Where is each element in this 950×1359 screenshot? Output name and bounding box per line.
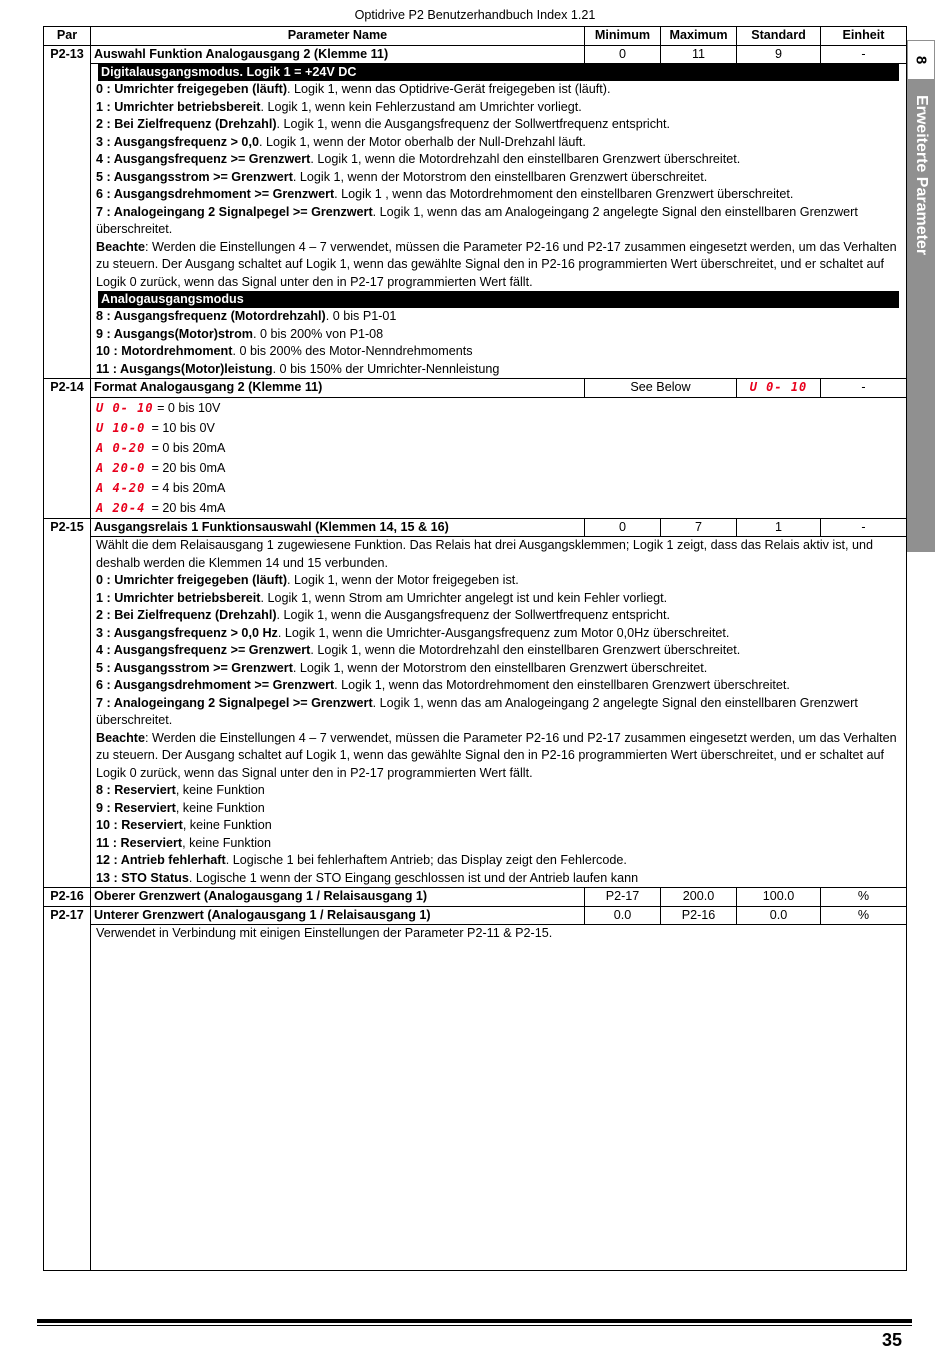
option-label: 8 : Reserviert bbox=[96, 783, 176, 797]
option-text: . Logik 1, wenn Strom am Umrichter angelegt ist und kein Fehler vorliegt. bbox=[260, 590, 668, 605]
table-row bbox=[44, 64, 907, 379]
param-std: 9 bbox=[737, 45, 821, 64]
col-name: Parameter Name bbox=[91, 27, 585, 46]
param-min: P2-17 bbox=[585, 888, 661, 907]
option-text: . 0 bis P1-01 bbox=[325, 309, 397, 323]
option-label: 11 : Ausgangs(Motor)leistung bbox=[96, 361, 273, 376]
table-row bbox=[44, 518, 907, 537]
option-label: Beachte bbox=[96, 730, 145, 745]
list-item bbox=[96, 343, 901, 361]
option-text: = 20 bis 4mA bbox=[148, 500, 226, 515]
param-unit: % bbox=[821, 888, 907, 907]
param-name: Unterer Grenzwert (Analogausgang 1 / Relaisausgang 1) bbox=[91, 906, 585, 925]
list-item bbox=[96, 572, 901, 590]
param-unit: % bbox=[821, 906, 907, 925]
col-par: Par bbox=[44, 27, 91, 46]
option-list bbox=[96, 308, 901, 378]
option-text: = 4 bis 20mA bbox=[148, 480, 226, 495]
list-item bbox=[96, 418, 901, 438]
option-label: 4 : Ausgangsfrequenz >= Grenzwert bbox=[96, 643, 311, 657]
option-text: . Logik 1, wenn die Motordrehzahl den einstellbaren Grenzwert überschreitet. bbox=[310, 643, 741, 657]
option-text: . 0 bis 200% des Motor-Nenndrehmoments bbox=[232, 344, 473, 358]
option-text: , keine Funktion bbox=[182, 818, 272, 832]
param-description bbox=[91, 537, 907, 888]
param-std: 1 bbox=[737, 518, 821, 537]
option-text: . Logik 1, wenn das Motordrehmoment den einstellbaren Grenzwert überschreitet. bbox=[334, 678, 790, 692]
list-item bbox=[96, 239, 901, 292]
param-std: 0.0 bbox=[737, 906, 821, 925]
list-item bbox=[96, 852, 901, 870]
footer-rule-thin bbox=[37, 1325, 912, 1326]
table-row bbox=[44, 925, 907, 1271]
list-item bbox=[96, 730, 901, 783]
option-label: 7 : Analogeingang 2 Signalpegel >= Grenzwert bbox=[96, 695, 373, 710]
option-label: 0 : Umrichter freigegeben (läuft) bbox=[96, 573, 288, 587]
table-row bbox=[44, 537, 907, 888]
list-item bbox=[96, 458, 901, 478]
segment-display: A 20-4 bbox=[96, 500, 146, 515]
segment-display: A 4-20 bbox=[96, 480, 146, 495]
param-name: Oberer Grenzwert (Analogausgang 1 / Relaisausgang 1) bbox=[91, 888, 585, 907]
option-label: 3 : Ausgangsfrequenz > 0,0 bbox=[96, 134, 259, 149]
option-text: = 10 bis 0V bbox=[148, 420, 215, 435]
list-item bbox=[96, 308, 901, 326]
option-text: . Logische 1 bei fehlerhaftem Antrieb; das Display zeigt den Fehlercode. bbox=[225, 853, 627, 867]
param-description: Verwendet in Verbindung mit einigen Einstellungen der Parameter P2-11 & P2-15. bbox=[91, 925, 907, 1271]
list-item bbox=[96, 677, 901, 695]
col-std: Standard bbox=[737, 27, 821, 46]
option-text: , keine Funktion bbox=[175, 800, 265, 815]
option-label: 13 : STO Status bbox=[96, 870, 189, 885]
option-label: 6 : Ausgangsdrehmoment >= Grenzwert bbox=[96, 187, 335, 201]
page-number: 35 bbox=[881, 1330, 902, 1350]
option-list bbox=[96, 572, 901, 887]
param-unit: - bbox=[821, 45, 907, 64]
col-max: Maximum bbox=[661, 27, 737, 46]
list-item bbox=[96, 361, 901, 379]
option-text: . Logik 1, wenn das am Analogeingang 2 angelegte Signal den einstellbaren Grenzwert überschreitet. bbox=[96, 695, 858, 727]
option-text: . Logik 1 , wenn das Motordrehmoment den einstellbaren Grenzwert überschreitet. bbox=[334, 187, 794, 201]
option-text: . Logik 1, wenn die Motordrehzahl den einstellbaren Grenzwert überschreitet. bbox=[310, 152, 741, 166]
option-label: 10 : Motordrehmoment bbox=[96, 344, 233, 358]
segment-display: A 0-20 bbox=[96, 440, 146, 455]
list-item bbox=[96, 186, 901, 204]
list-item bbox=[96, 835, 901, 853]
list-item bbox=[96, 81, 901, 99]
list-item bbox=[96, 625, 901, 643]
option-label: 2 : Bei Zielfrequenz (Drehzahl) bbox=[96, 608, 277, 622]
option-text: . Logik 1, wenn der Motorstrom den einstellbaren Grenzwert überschreitet. bbox=[292, 169, 708, 184]
option-label: 1 : Umrichter betriebsbereit bbox=[96, 99, 261, 114]
option-text: , keine Funktion bbox=[182, 835, 272, 850]
list-item bbox=[96, 695, 901, 730]
list-item bbox=[96, 817, 901, 835]
chapter-number-box bbox=[907, 40, 935, 80]
param-description bbox=[91, 397, 907, 518]
option-text: . Logik 1, wenn die Ausgangsfrequenz der Sollwertfrequenz entspricht. bbox=[276, 117, 670, 131]
option-label: 11 : Reserviert bbox=[96, 835, 183, 850]
param-description bbox=[91, 64, 907, 379]
list-item bbox=[96, 99, 901, 117]
param-max: P2-16 bbox=[661, 906, 737, 925]
option-label: 4 : Ausgangsfrequenz >= Grenzwert bbox=[96, 152, 311, 166]
param-id: P2-14 bbox=[44, 379, 91, 519]
option-text: . Logische 1 wenn der STO Eingang geschlossen ist und der Antrieb laufen kann bbox=[188, 870, 639, 885]
option-label: 3 : Ausgangsfrequenz > 0,0 Hz bbox=[96, 625, 278, 640]
option-text: . Logik 1, wenn der Motor freigegeben ist. bbox=[287, 573, 519, 587]
option-label: 1 : Umrichter betriebsbereit bbox=[96, 590, 261, 605]
option-text: . Logik 1, wenn der Motor oberhalb der Null-Drehzahl läuft. bbox=[258, 134, 586, 149]
option-label: 9 : Ausgangs(Motor)strom bbox=[96, 326, 253, 341]
page-header: Optidrive P2 Benutzerhandbuch Index 1.21 bbox=[354, 8, 596, 22]
list-item bbox=[96, 782, 901, 800]
list-item bbox=[96, 169, 901, 187]
segment-display: U 0- 10 bbox=[749, 380, 808, 394]
option-text: . Logik 1, wenn das Optidrive-Gerät freigegeben ist (läuft). bbox=[287, 82, 611, 96]
param-max: 11 bbox=[661, 45, 737, 64]
list-item bbox=[96, 204, 901, 239]
param-min: 0.0 bbox=[585, 906, 661, 925]
option-text: . Logik 1, wenn das am Analogeingang 2 angelegte Signal den einstellbaren Grenzwert überschreitet. bbox=[96, 204, 858, 236]
param-unit: - bbox=[821, 518, 907, 537]
option-text: = 20 bis 0mA bbox=[148, 460, 226, 475]
option-label: 2 : Bei Zielfrequenz (Drehzahl) bbox=[96, 117, 277, 131]
param-id: P2-13 bbox=[44, 45, 91, 379]
chapter-title: Erweiterte Parameter bbox=[913, 94, 930, 256]
option-text: = 0 bis 10V bbox=[153, 400, 221, 415]
section-bar: Digitalausgangsmodus. Logik 1 = +24V DC bbox=[98, 64, 899, 81]
option-label: 9 : Reserviert bbox=[96, 800, 176, 815]
list-item bbox=[96, 660, 901, 678]
param-min: 0 bbox=[585, 518, 661, 537]
option-label: 5 : Ausgangsstrom >= Grenzwert bbox=[96, 660, 293, 675]
option-text: . Logik 1, wenn die Umrichter-Ausgangsfrequenz zum Motor 0,0Hz überschreitet. bbox=[277, 625, 730, 640]
list-item bbox=[96, 398, 901, 418]
param-name: Format Analogausgang 2 (Klemme 11) bbox=[91, 379, 585, 398]
format-options bbox=[96, 398, 901, 518]
table-row bbox=[44, 397, 907, 518]
list-item bbox=[96, 134, 901, 152]
param-minmax: See Below bbox=[585, 379, 737, 398]
param-unit: - bbox=[821, 379, 907, 398]
section-bar: Analogausgangsmodus bbox=[98, 291, 899, 308]
table-header-row bbox=[44, 27, 907, 46]
param-id: P2-15 bbox=[44, 518, 91, 888]
list-item bbox=[96, 326, 901, 344]
option-text: . 0 bis 150% der Umrichter-Nennleistung bbox=[272, 361, 500, 376]
option-text: : Werden die Einstellungen 4 – 7 verwendet, müssen die Parameter P2-16 und P2-17 zusammen eingesetzt werden, um das Verhalten zu steuern. Der Ausgang schaltet auf Logik 1, wenn das gewählte Signal den in P2-16 programmierten Wert überschreitet, und er schaltet auf Logik 0 zurück, wenn das Signal unter den in P2-17 programmierten Wert fällt. bbox=[96, 730, 897, 780]
option-label: 8 : Ausgangsfrequenz (Motordrehzahl) bbox=[96, 309, 326, 323]
segment-display: A 20-0 bbox=[96, 460, 146, 475]
footer-rule bbox=[37, 1319, 912, 1323]
table-row bbox=[44, 888, 907, 907]
list-item bbox=[96, 870, 901, 888]
option-label: 5 : Ausgangsstrom >= Grenzwert bbox=[96, 169, 293, 184]
segment-display: U 10-0 bbox=[96, 420, 146, 435]
list-item bbox=[96, 800, 901, 818]
param-max: 7 bbox=[661, 518, 737, 537]
table-row bbox=[44, 45, 907, 64]
list-item bbox=[96, 151, 901, 169]
param-min: 0 bbox=[585, 45, 661, 64]
parameter-table bbox=[43, 26, 907, 1271]
param-std: 100.0 bbox=[737, 888, 821, 907]
list-item bbox=[96, 607, 901, 625]
table-row bbox=[44, 906, 907, 925]
table-row bbox=[44, 379, 907, 398]
list-item bbox=[96, 590, 901, 608]
param-std bbox=[737, 379, 821, 398]
option-label: 12 : Antrieb fehlerhaft bbox=[96, 853, 226, 867]
option-text: : Werden die Einstellungen 4 – 7 verwendet, müssen die Parameter P2-16 und P2-17 zusammen eingesetzt werden, um das Verhalten zu steuern. Der Ausgang schaltet auf Logik 1, wenn das gewählte Signal den in P2-16 programmierten Wert überschreitet, und er schaltet auf Logik 0 zurück, wenn das Signal unter den in P2-17 programmierten Wert fällt. bbox=[96, 239, 897, 289]
option-text: . Logik 1, wenn kein Fehlerzustand am Umrichter vorliegt. bbox=[260, 99, 582, 114]
list-item bbox=[96, 116, 901, 134]
param-id: P2-16 bbox=[44, 888, 91, 907]
col-unit: Einheit bbox=[821, 27, 907, 46]
param-max: 200.0 bbox=[661, 888, 737, 907]
option-list bbox=[96, 81, 901, 291]
option-label: 0 : Umrichter freigegeben (läuft) bbox=[96, 82, 288, 96]
list-item bbox=[96, 478, 901, 498]
param-intro: Wählt die dem Relaisausgang 1 zugewiesene Funktion. Das Relais hat drei Ausgangsklemmen; Logik 1 zeigt, dass das Relais aktiv ist, und deshalb werden die Klemmen 14 und 15 verbunden. bbox=[96, 538, 874, 570]
param-name: Ausgangsrelais 1 Funktionsauswahl (Klemmen 14, 15 & 16) bbox=[91, 518, 585, 537]
option-text: . Logik 1, wenn die Ausgangsfrequenz der Sollwertfrequenz entspricht. bbox=[276, 608, 670, 622]
segment-display: U 0- 10 bbox=[96, 400, 154, 415]
option-text: , keine Funktion bbox=[175, 783, 265, 797]
list-item bbox=[96, 642, 901, 660]
option-text: . Logik 1, wenn der Motorstrom den einstellbaren Grenzwert überschreitet. bbox=[292, 660, 708, 675]
option-label: Beachte bbox=[96, 239, 145, 254]
list-item bbox=[96, 498, 901, 518]
option-text: = 0 bis 20mA bbox=[148, 440, 226, 455]
option-text: . 0 bis 200% von P1-08 bbox=[252, 326, 384, 341]
option-label: 10 : Reserviert bbox=[96, 818, 183, 832]
list-item bbox=[96, 438, 901, 458]
col-min: Minimum bbox=[585, 27, 661, 46]
param-name: Auswahl Funktion Analogausgang 2 (Klemme 11) bbox=[91, 45, 585, 64]
chapter-number: 8 bbox=[912, 55, 930, 65]
option-label: 7 : Analogeingang 2 Signalpegel >= Grenzwert bbox=[96, 204, 373, 219]
option-label: 6 : Ausgangsdrehmoment >= Grenzwert bbox=[96, 678, 335, 692]
param-id: P2-17 bbox=[44, 906, 91, 1271]
